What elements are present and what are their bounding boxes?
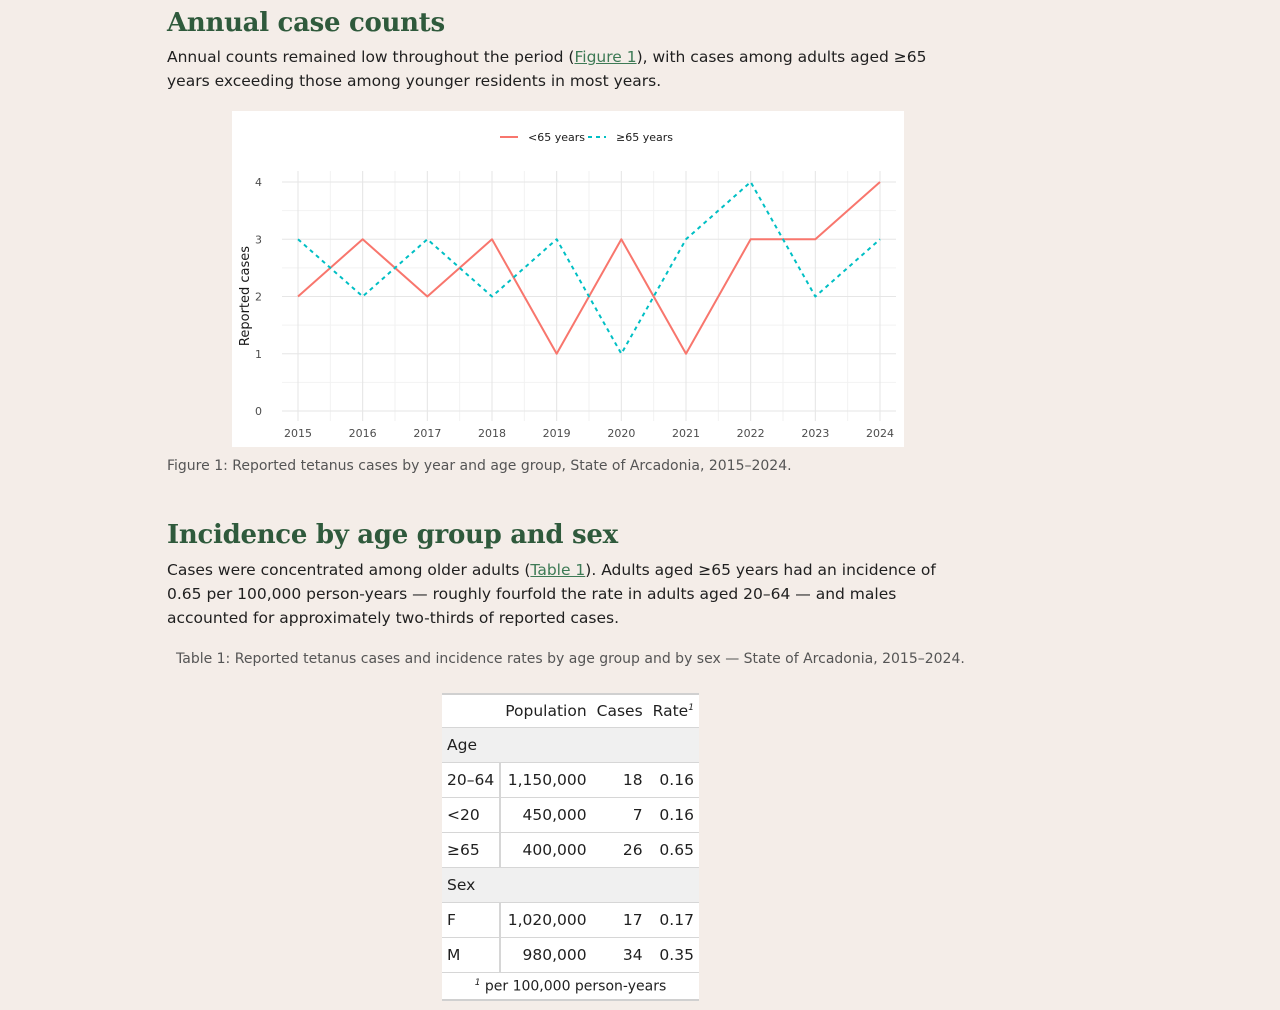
incidence-text-after: ). Adults aged ≥65 years had an incidence of 0.65 per 100,000 person-years — roughly fourfold the rate in adults aged 20–64 — and males accounted for approximately two-thirds of reported cases. [167, 561, 936, 627]
x-tick-label: 2023 [801, 427, 830, 440]
cell-rate: 0.16 [648, 763, 699, 798]
cell-population: 450,000 [500, 798, 591, 833]
cell-rate: 0.17 [648, 903, 699, 938]
y-tick-label: 3 [255, 233, 262, 247]
x-tick-label: 2017 [413, 427, 442, 440]
cell-population: 400,000 [500, 833, 591, 868]
cell-cases: 34 [592, 938, 648, 973]
cell-cases: 17 [592, 903, 648, 938]
x-tick-label: 2022 [736, 427, 765, 440]
group-row-age [442, 728, 699, 763]
rate-footnote-mark: 1 [688, 702, 694, 713]
annual-text-after: ), with cases among adults aged ≥65 years exceeding those among younger residents in most years. [167, 48, 927, 90]
cell-rate: 0.65 [648, 833, 699, 868]
cell-cases: 18 [592, 763, 648, 798]
figure-1-link[interactable]: Figure 1 [574, 48, 637, 66]
x-tick-label: 2019 [542, 427, 571, 440]
annual-paragraph [167, 45, 967, 93]
header-population: Population [505, 702, 587, 720]
table-header-row [442, 694, 699, 728]
section-heading-incidence: Incidence by age group and sex [167, 520, 618, 550]
figure-caption: Figure 1: Reported tetanus cases by year and age group, State of Arcadonia, 2015–2024. [167, 458, 792, 474]
cell-cases: 26 [592, 833, 648, 868]
group-label-sex: Sex [442, 868, 699, 903]
legend-label: ≥65 years [616, 131, 673, 144]
table-row [442, 938, 699, 973]
cell-cases: 7 [592, 798, 648, 833]
footnote-mark: 1 [474, 977, 481, 988]
cell-population: 980,000 [500, 938, 591, 973]
y-axis-label: Reported cases [238, 245, 253, 347]
annual-text-before: Annual counts remained low throughout the period ( [167, 48, 575, 66]
table-caption: Table 1: Reported tetanus cases and incidence rates by age group and by sex — State of Arcadonia, 2015–2024. [176, 651, 965, 667]
cell-population: 1,020,000 [500, 903, 591, 938]
x-tick-label: 2021 [672, 427, 700, 440]
line-chart [232, 111, 904, 447]
row-label: 20–64 [442, 763, 500, 798]
row-label: F [442, 903, 500, 938]
table-row [442, 833, 699, 868]
figure-1 [232, 111, 904, 447]
x-tick-label: 2024 [866, 427, 894, 440]
table-1-link[interactable]: Table 1 [530, 561, 586, 579]
header-rate [648, 694, 699, 728]
table-row [442, 798, 699, 833]
cell-population: 1,150,000 [500, 763, 591, 798]
header-blank [442, 694, 500, 728]
header-rate-label: Rate [652, 702, 689, 720]
footnote-text: per 100,000 person-years [484, 978, 667, 995]
table-row [442, 763, 699, 798]
incidence-text-before: Cases were concentrated among older adults ( [167, 561, 531, 579]
group-label-age: Age [442, 728, 699, 763]
table-footnote [442, 973, 699, 1001]
x-tick-label: 2018 [478, 427, 506, 440]
incidence-paragraph [167, 558, 967, 630]
y-tick-label: 0 [255, 405, 262, 418]
group-row-sex [442, 868, 699, 903]
row-label: ≥65 [442, 833, 500, 868]
table-row [442, 903, 699, 938]
section-heading-annual: Annual case counts [167, 8, 445, 38]
cell-rate: 0.35 [648, 938, 699, 973]
table-1 [442, 693, 699, 1001]
header-cases: Cases [596, 702, 643, 720]
y-tick-label: 4 [255, 176, 262, 189]
row-label: M [442, 938, 500, 973]
cell-rate: 0.16 [648, 798, 699, 833]
table-footnote-row [442, 973, 699, 1001]
x-tick-label: 2020 [607, 427, 636, 440]
legend-label: <65 years [528, 131, 585, 144]
x-tick-label: 2015 [284, 427, 312, 440]
x-tick-label: 2016 [348, 427, 377, 440]
y-tick-label: 2 [255, 290, 262, 304]
row-label: <20 [442, 798, 500, 833]
y-tick-label: 1 [255, 347, 262, 361]
